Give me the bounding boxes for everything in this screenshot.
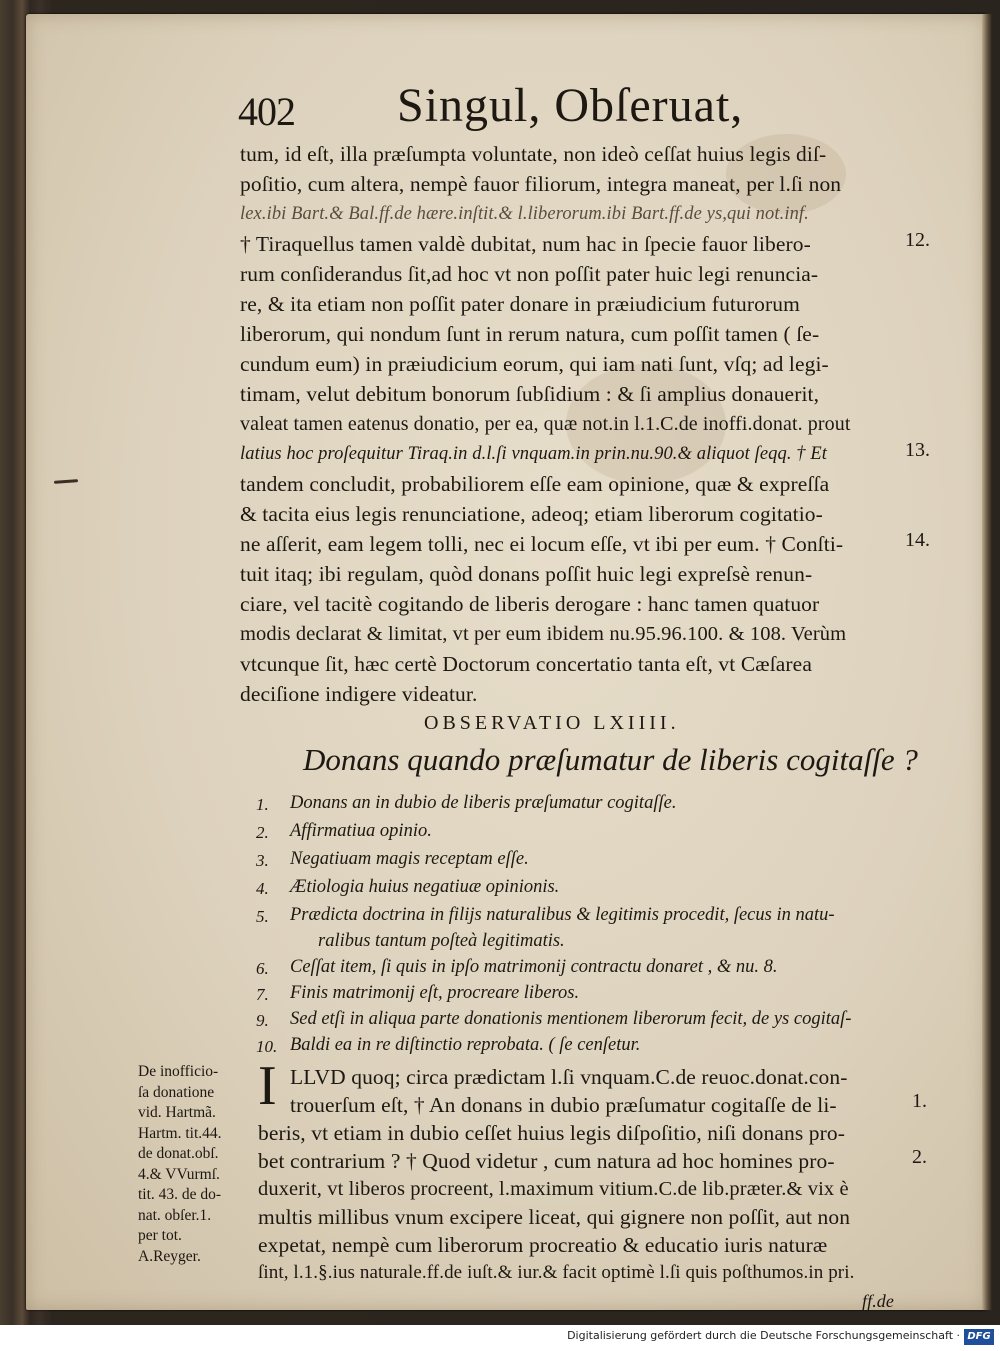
summary-number: 5.: [256, 907, 269, 926]
text-line: ſint, l.1.§.ius naturale.ff.de iuſt.& iur.& facit optimè l.ſi quis poſthumos.in pri.: [258, 1262, 855, 1283]
text-line: tuit itaq; ibi regulam, quòd donans poſſit huic legi expreſsè renun-: [240, 562, 813, 586]
summary-item: Ætiologia huius negatiuæ opinionis.: [290, 877, 560, 897]
marginal-note-line: ſa donatione: [138, 1083, 215, 1101]
text-line: & tacita eius legis renunciatione, adeoq; etiam liberorum cogitatio-: [240, 502, 823, 526]
summary-item: Baldi ea in re diſtinctio reprobata. ( ſe cenſetur.: [290, 1035, 641, 1055]
catchword: ff.de: [862, 1291, 894, 1311]
summary-item: Prædicta doctrina in filijs naturalibus & legitimis procedit, ſecus in natu-: [290, 905, 835, 925]
observatio-heading: OBSERVATIO LXIIII.: [424, 712, 680, 734]
text-line: tum, id eſt, illa præſumpta voluntate, non ideò ceſſat huius legis diſ-: [240, 142, 827, 166]
margin-number: 13.: [905, 439, 930, 461]
text-line: latius hoc proſequitur Tiraq.in d.l.ſi vnquam.in prin.nu.90.& aliquot ſeqq. † Et: [240, 444, 827, 464]
summary-item: Finis matrimonij eſt, procreare liberos.: [290, 983, 580, 1003]
text-line: modis declarat & limitat, vt per eum ibidem nu.95.96.100. & 108. Verùm: [240, 623, 847, 645]
summary-number: 6.: [256, 959, 269, 978]
text-line: beris, vt etiam in dubio ceſſet huius legis diſpoſitio, niſi donans pro-: [258, 1121, 846, 1145]
summary-number: 4.: [256, 879, 269, 898]
text-line: LLVD quoq; circa prædictam l.ſi vnquam.C.de reuoc.donat.con-: [290, 1065, 848, 1089]
summary-number: 10.: [256, 1037, 278, 1056]
summary-item: Donans an in dubio de liberis præſumatur cogitaſſe.: [290, 793, 677, 813]
marginal-note-line: per tot.: [138, 1227, 182, 1244]
text-line: deciſione indigere videatur.: [240, 682, 478, 706]
summary-number: 2.: [256, 823, 269, 842]
text-line: † Tiraquellus tamen valdè dubitat, num hac in ſpecie fauor libero-: [240, 232, 811, 256]
margin-number: 14.: [905, 529, 930, 551]
footer-bar: [0, 1325, 1000, 1351]
summary-item: Negatiuam magis receptam eſſe.: [290, 849, 529, 869]
margin-number: 1.: [912, 1090, 927, 1112]
summary-item: Affirmatiua opinio.: [290, 821, 432, 841]
observatio-title: Donans quando præſumatur de liberis cogitaſſe ?: [303, 742, 918, 777]
marginal-note-line: 4.& VVurmſ.: [138, 1165, 220, 1183]
summary-number: 7.: [256, 985, 269, 1004]
text-line: cundum eum) in præiudicium eorum, qui iam nati ſunt, vſq; ad legi-: [240, 352, 829, 376]
text-line: vtcunque ſit, hæc certè Doctorum concertatio tanta eſt, vt Cæſarea: [240, 652, 812, 676]
page-number: 402: [238, 89, 295, 134]
text-line: valeat tamen eatenus donatio, per ea, quæ not.in l.1.C.de inoffi.donat. prout: [240, 413, 851, 435]
text-line: lex.ibi Bart.& Bal.ff.de hære.inſtit.& l.liberorum.ibi Bart.ff.de ys,qui not.inf.: [240, 204, 809, 224]
summary-item: Sed etſi in aliqua parte donationis mentionem liberorum fecit, de ys cogitaſ-: [290, 1009, 852, 1029]
marginal-note-line: nat. obſer.1.: [138, 1206, 212, 1224]
margin-number: 2.: [912, 1146, 927, 1168]
margin-number: 12.: [905, 229, 930, 251]
marginal-note-line: Hartm. tit.44.: [138, 1124, 222, 1142]
text-line: timam, velut debitum bonorum ſubſidium : & ſi amplius donauerit,: [240, 382, 820, 406]
summary-number: 3.: [256, 851, 269, 870]
summary-number: 9.: [256, 1011, 269, 1030]
text-line: re, & ita etiam non poſſit pater donare in præiudicium futurorum: [240, 292, 800, 316]
marginal-note-line: de donat.obſ.: [138, 1145, 219, 1162]
text-line: poſitio, cum altera, nempè fauor filiorum, integra maneat, per l.ſi non: [240, 172, 842, 196]
text-line: liberorum, qui nondum ſunt in rerum natura, cum poſſit tamen ( ſe-: [240, 322, 820, 346]
marginal-note-line: A.Reyger.: [138, 1247, 201, 1265]
text-line: bet contrarium ? † Quod videtur , cum natura ad hoc homines pro-: [258, 1149, 835, 1173]
footer-credit: Digitalisierung gefördert durch die Deutsche Forschungsgemeinschaft ·: [567, 1329, 960, 1342]
text-line: ciare, vel tacitè cogitando de liberis derogare : hanc tamen quatuor: [240, 592, 820, 616]
text-line: multis millibus vnum excipere liceat, qui gignere non poſſit, aut non: [258, 1205, 851, 1229]
text-line: expetat, nempè cum liberorum procreatio & educatio iuris naturæ: [258, 1233, 828, 1257]
running-title: Singul, Obſeruat,: [397, 79, 744, 132]
page-edge: [982, 14, 992, 1310]
text-line: ne aſſerit, eam legem tolli, nec ei locum eſſe, vt ibi per eum. † Conſti-: [240, 532, 844, 556]
marginal-note: [138, 1062, 256, 1267]
summary-item: ralibus tantum poſteà legitimatis.: [318, 931, 565, 951]
dfg-logo[interactable]: DFG: [964, 1329, 994, 1345]
drop-cap: I: [258, 1055, 277, 1117]
summary-number: 1.: [256, 795, 269, 814]
marginal-note-line: vid. Hartmã.: [138, 1104, 216, 1121]
text-line: duxerit, vt liberos procreent, l.maximum vitium.C.de lib.præter.& vix è: [258, 1178, 849, 1200]
marginal-note-line: De inofficio-: [138, 1063, 219, 1080]
text-line: trouerſum eſt, † An donans in dubio præſumatur cogitaſſe de li-: [290, 1093, 837, 1117]
marginal-note-line: tit. 43. de do-: [138, 1186, 222, 1203]
text-line: tandem concludit, probabiliorem eſſe eam opinione, quæ & expreſſa: [240, 472, 830, 496]
text-line: rum conſiderandus ſit,ad hoc vt non poſſit pater huic legi renuncia-: [240, 262, 819, 286]
summary-item: Ceſſat item, ſi quis in ipſo matrimonij contractu donaret , & nu. 8.: [290, 957, 778, 977]
